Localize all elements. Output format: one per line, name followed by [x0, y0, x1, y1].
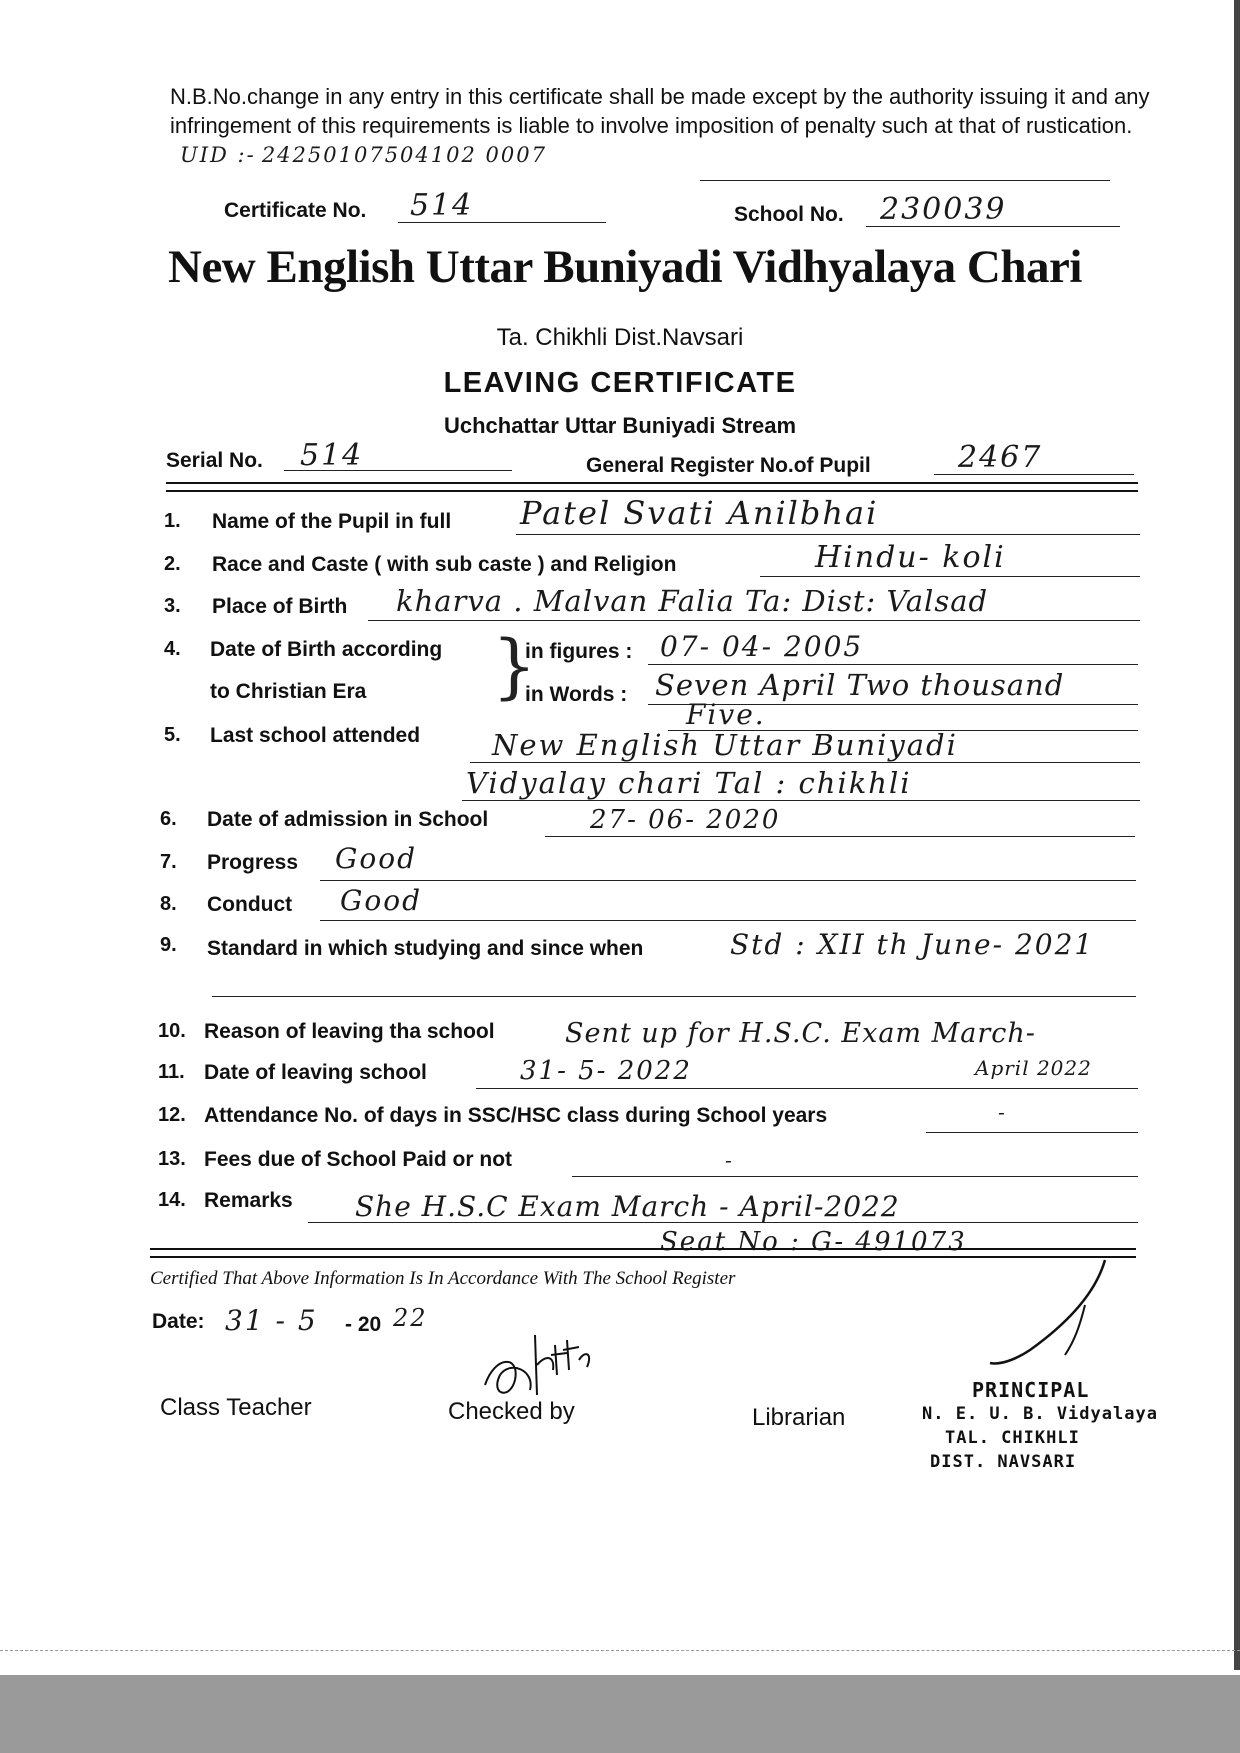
field-12-line [926, 1132, 1138, 1133]
stamp-line-2: N. E. U. B. Vidyalaya [922, 1404, 1158, 1424]
field-1-number: 1. [164, 510, 181, 532]
field-6-number: 6. [160, 808, 177, 830]
date-value-day-month: 31 - 5 [225, 1304, 318, 1337]
school-address: Ta. Chikhli Dist.Navsari [496, 324, 744, 351]
scan-background-strip [0, 1675, 1240, 1753]
field-4-figures-label: in figures : [525, 640, 633, 663]
gr-no-value: 2467 [958, 440, 1043, 475]
uid-label: UID :- [180, 143, 256, 167]
field-5-line-2 [462, 800, 1140, 801]
field-1-value: Patel Svati Anilbhai [520, 494, 879, 532]
date-century: - 20 [345, 1313, 382, 1336]
scan-page-edge [1234, 0, 1240, 1670]
field-14-number: 14. [158, 1189, 186, 1211]
gr-no-label: General Register No.of Pupil [586, 454, 871, 477]
school-no-value: 230039 [880, 192, 1007, 227]
scan-artifact-line [0, 1650, 1240, 1651]
field-8-line [320, 920, 1136, 921]
field-12-label: Attendance No. of days in SSC/HSC class during School years [204, 1104, 828, 1127]
field-9-number: 9. [160, 934, 177, 956]
field-2-value: Hindu- koli [815, 540, 1006, 575]
field-7-value: Good [335, 842, 418, 875]
field-5-value-1: New English Uttar Buniyadi [492, 728, 958, 762]
field-10-value: Sent up for H.S.C. Exam March- [565, 1018, 1036, 1049]
field-9-label: Standard in which studying and since when [207, 937, 644, 960]
field-4-words-label: in Words : [525, 683, 628, 706]
field-5-label: Last school attended [210, 724, 421, 747]
school-no-label: School No. [734, 203, 844, 226]
footer-divider-1 [150, 1248, 1136, 1250]
checked-by-label: Checked by [448, 1398, 575, 1425]
field-10-value-2: April 2022 [975, 1056, 1092, 1080]
school-no-line [866, 226, 1120, 227]
field-4-figures-value: 07- 04- 2005 [660, 630, 864, 663]
field-1-label: Name of the Pupil in full [212, 510, 452, 533]
document-title: LEAVING CERTIFICATE [443, 367, 797, 399]
field-5-number: 5. [164, 724, 181, 746]
stream-name: Uchchattar Uttar Buniyadi Stream [443, 413, 797, 438]
field-3-label: Place of Birth [212, 595, 348, 618]
field-4-words-value-2: Five. [686, 698, 766, 731]
field-10-label: Reason of leaving tha school [204, 1020, 495, 1043]
field-4-brace: } [492, 625, 537, 707]
field-6-label: Date of admission in School [207, 808, 489, 831]
gr-no-line [934, 474, 1134, 475]
date-value-year: 22 [393, 1304, 428, 1332]
field-11-label: Date of leaving school [204, 1061, 427, 1084]
certificate-no-value: 514 [410, 188, 474, 223]
stamp-line-1: PRINCIPAL [972, 1378, 1090, 1402]
field-7-line [320, 880, 1136, 881]
field-4-label-line2: to Christian Era [210, 680, 367, 703]
certificate-no-line [398, 222, 606, 223]
field-5-line-1 [470, 762, 1140, 763]
serial-no-line [284, 470, 512, 471]
field-13-line [572, 1176, 1138, 1177]
uid-value: 24250107504102 0007 [261, 143, 547, 167]
uid-underline [700, 180, 1110, 181]
certificate-no-label: Certificate No. [224, 199, 367, 222]
field-3-line [368, 620, 1140, 621]
field-11-value: 31- 5- 2022 [520, 1056, 692, 1086]
field-8-value: Good [340, 884, 423, 917]
serial-no-value: 514 [300, 438, 364, 473]
field-5-value-2: Vidyalay chari Tal : chikhli [466, 766, 912, 800]
field-7-label: Progress [207, 851, 299, 874]
field-4-label-line1: Date of Birth according [210, 638, 443, 661]
stamp-line-3: TAL. CHIKHLI [945, 1428, 1080, 1448]
field-9-line-2 [212, 996, 1136, 997]
field-2-number: 2. [164, 553, 181, 575]
class-teacher-label: Class Teacher [160, 1394, 312, 1421]
field-13-value: - [725, 1148, 734, 1172]
field-12-value: - [998, 1100, 1007, 1124]
stamp-line-4: DIST. NAVSARI [930, 1452, 1077, 1472]
field-14-line [308, 1222, 1138, 1223]
field-11-number: 11. [158, 1061, 185, 1083]
field-14-value-2: Seat No : G- 491073 [660, 1227, 967, 1257]
field-14-label: Remarks [204, 1189, 293, 1212]
serial-no-label: Serial No. [166, 449, 263, 472]
field-4-words-value-1: Seven April Two thousand [655, 668, 1065, 702]
header-divider-2 [166, 490, 1138, 492]
field-12-number: 12. [158, 1104, 186, 1126]
field-13-number: 13. [158, 1148, 186, 1170]
field-4-number: 4. [164, 638, 181, 660]
field-8-number: 8. [160, 893, 177, 915]
field-3-value: kharva . Malvan Falia Ta: Dist: Valsad [396, 584, 989, 618]
librarian-label: Librarian [752, 1404, 846, 1431]
field-3-number: 3. [164, 595, 181, 617]
notice-body: N.B.No.change in any entry in this certificate shall be made except by the authority issuing it and any infringement of this requirements is liable to involve imposition of penalty such at that of rustication. [170, 84, 1150, 138]
field-6-line [545, 836, 1135, 837]
field-8-label: Conduct [207, 893, 293, 916]
field-6-value: 27- 06- 2020 [590, 805, 781, 835]
field-2-label: Race and Caste ( with sub caste ) and Religion [212, 553, 677, 576]
field-11-line [476, 1088, 1138, 1089]
field-4-figures-line [648, 664, 1138, 665]
field-2-line [760, 576, 1140, 577]
field-13-label: Fees due of School Paid or not [204, 1148, 513, 1171]
certified-statement: Certified That Above Information Is In Accordance With The School Register [150, 1268, 736, 1289]
header-divider-1 [166, 482, 1138, 484]
field-10-number: 10. [158, 1020, 186, 1042]
school-name: New English Uttar Buniyadi Vidhyalaya Chari [168, 241, 1082, 293]
field-14-value-1: She H.S.C Exam March - April-2022 [355, 1190, 900, 1223]
principal-signature [935, 1255, 1135, 1395]
checked-by-signature [475, 1325, 615, 1415]
notice-text [170, 82, 1160, 170]
date-label: Date: [152, 1310, 205, 1333]
field-9-value: Std : XII th June- 2021 [730, 928, 1095, 961]
field-7-number: 7. [160, 851, 177, 873]
field-1-line [516, 534, 1140, 535]
